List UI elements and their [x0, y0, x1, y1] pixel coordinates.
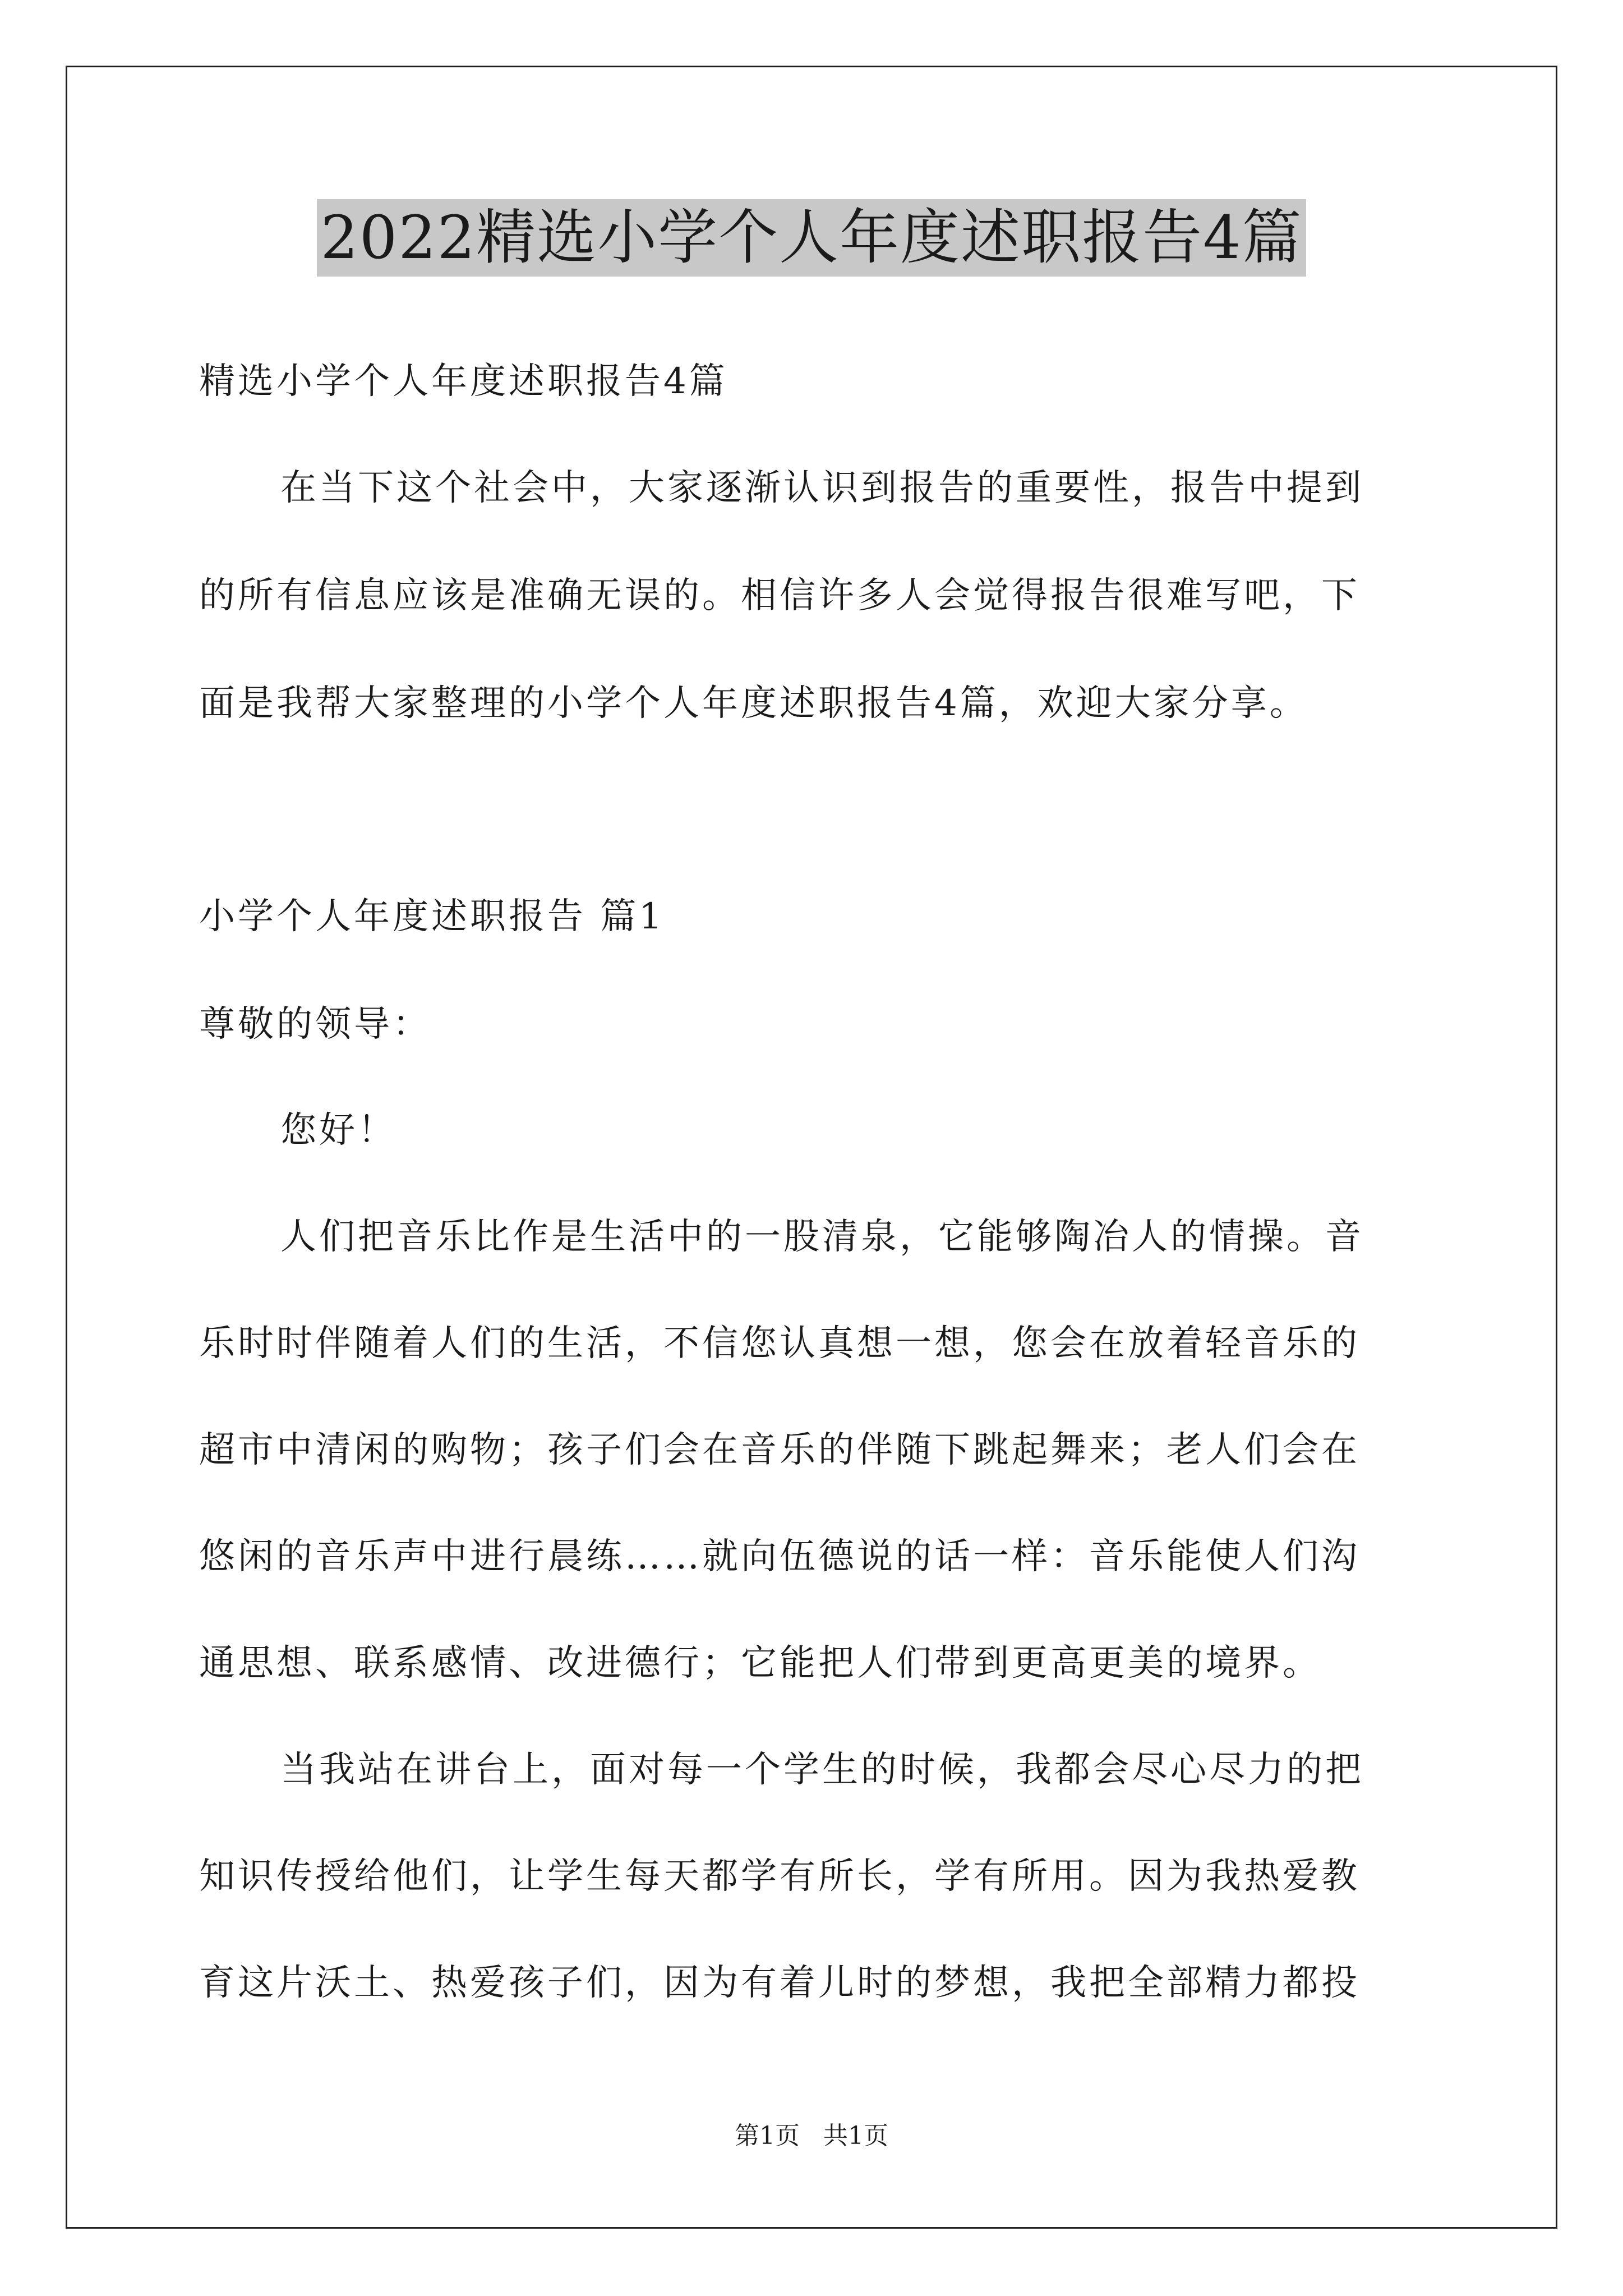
document-subtitle: 精选小学个人年度述职报告4篇 [199, 361, 728, 402]
salutation: 尊敬的领导： [199, 1004, 431, 1045]
greeting: 您好！ [280, 1110, 396, 1151]
title-container [0, 199, 1623, 277]
paragraph2-line-3: 育这片沃土、热爱孩子们，因为有着儿时的梦想，我把全部精力都投 [199, 1962, 1360, 2004]
intro-line-3: 面是我帮大家整理的小学个人年度述职报告4篇，欢迎大家分享。 [199, 683, 1308, 724]
paragraph1-line-5: 通思想、联系感情、改进德行；它能把人们带到更高更美的境界。 [199, 1642, 1321, 1684]
page-footer: 第1页 共1页 [735, 2122, 888, 2150]
paragraph2-line-1: 当我站在讲台上，面对每一个学生的时候，我都会尽心尽力的把 [280, 1749, 1364, 1791]
document-title: 2022精选小学个人年度述职报告4篇 [317, 199, 1306, 277]
paragraph1-line-4: 悠闲的音乐声中进行晨练……就向伍德说的话一样：音乐能使人们沟 [199, 1536, 1360, 1577]
paragraph1-line-3: 超市中清闲的购物；孩子们会在音乐的伴随下跳起舞来；老人们会在 [199, 1429, 1360, 1471]
section-heading: 小学个人年度述职报告 篇1 [199, 896, 665, 937]
intro-line-2: 的所有信息应该是准确无误的。相信许多人会觉得报告很难写吧，下 [199, 575, 1360, 616]
paragraph2-line-2: 知识传授给他们，让学生每天都学有所长，学有所用。因为我热爱教 [199, 1856, 1360, 1897]
paragraph1-line-1: 人们把音乐比作是生活中的一股清泉，它能够陶冶人的情操。音 [280, 1216, 1364, 1258]
intro-line-1: 在当下这个社会中，大家逐渐认识到报告的重要性，报告中提到 [280, 467, 1364, 509]
paragraph1-line-2: 乐时时伴随着人们的生活，不信您认真想一想，您会在放着轻音乐的 [199, 1323, 1360, 1364]
